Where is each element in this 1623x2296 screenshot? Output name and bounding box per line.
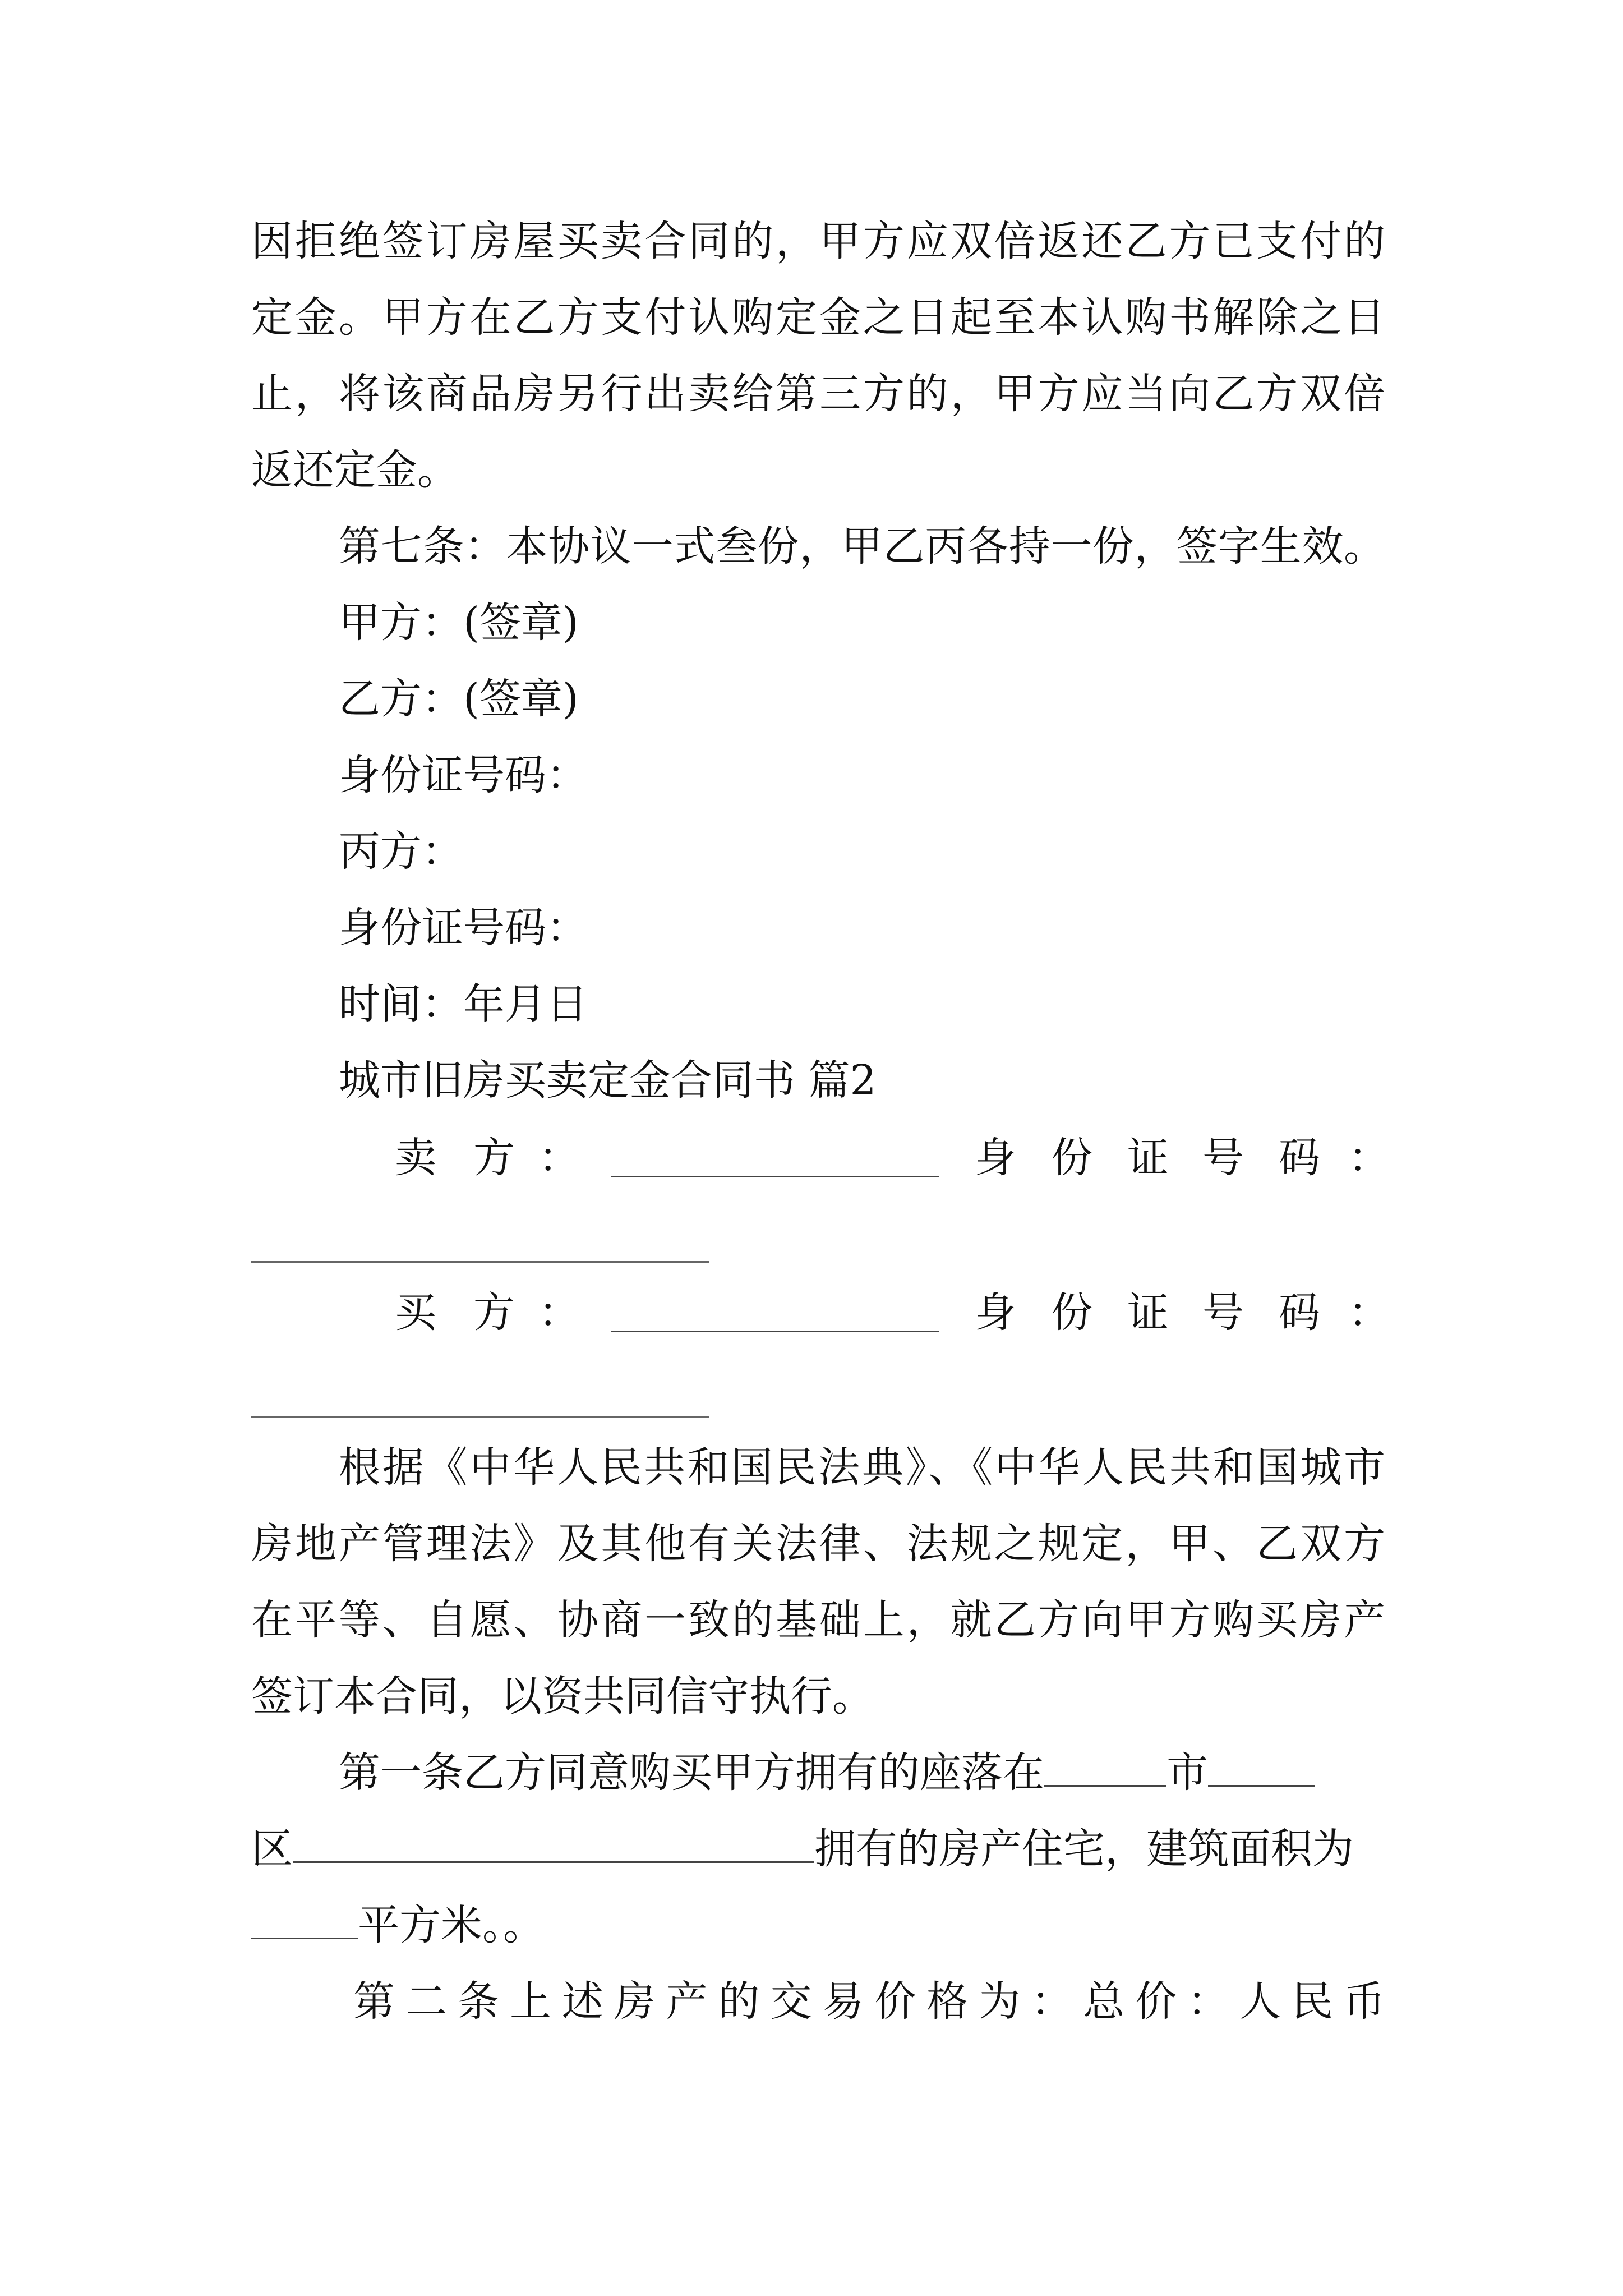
preamble-line: 签订本合同，以资共同信守执行。 (251, 1672, 874, 1720)
buyer-label-char: 买 (395, 1289, 436, 1337)
buyer-row (395, 1285, 1393, 1341)
seller-name-blank (611, 1142, 939, 1177)
buyer-id-blank (251, 1416, 709, 1418)
article-1-line-3 (251, 1897, 1390, 1953)
paragraph-line: 因拒绝签订房屋买卖合同的，甲方应双倍返还乙方已支付的 (251, 217, 1385, 265)
seller-row (395, 1130, 1393, 1186)
paragraph-line: 返还定金。 (251, 446, 459, 494)
area-blank (251, 1904, 358, 1939)
district-blank-start (1208, 1751, 1315, 1787)
seller-id-char: 证 (1127, 1134, 1169, 1182)
preamble-line: 在平等、自愿、协商一致的基础上，就乙方向甲方购买房产 (251, 1596, 1385, 1644)
seller-id-char: 份 (1051, 1134, 1092, 1182)
id-number-label: 身份证号码： (339, 751, 588, 799)
paragraph-line: 定金。甲方在乙方支付认购定金之日起至本认购书解除之日 (251, 293, 1385, 342)
date-line: 时间：年月日 (339, 980, 588, 1028)
article-1-line-2 (251, 1821, 1390, 1877)
party-a-signature: 甲方：(签章) (339, 599, 579, 647)
article-7: 第七条：本协议一式叁份，甲乙丙各持一份，签字生效。 (339, 522, 1385, 570)
party-c-label: 丙方： (339, 827, 463, 876)
paragraph-line: 止，将该商品房另行出卖给第三方的，甲方应当向乙方双倍 (251, 370, 1385, 418)
buyer-id-char: 号 (1202, 1289, 1244, 1337)
buyer-id-char: 证 (1127, 1289, 1169, 1337)
seller-label-char: 卖 (395, 1134, 436, 1182)
preamble-line: 根据《中华人民共和国民法典》、《中华人民共和国城市 (339, 1443, 1385, 1492)
city-blank (1044, 1751, 1166, 1787)
id-number-label: 身份证号码： (339, 904, 588, 952)
buyer-label-char: 方 (473, 1289, 515, 1337)
seller-id-char: 号 (1202, 1134, 1244, 1182)
article-1-text: 拥有的房产住宅，建筑面积为 (814, 1825, 1354, 1873)
buyer-id-char: 份 (1051, 1289, 1092, 1337)
section-title: 城市旧房买卖定金合同书 篇2 (339, 1056, 877, 1105)
seller-label-char: 方 (473, 1134, 515, 1182)
article-1-text: 区 (251, 1825, 293, 1873)
address-blank (293, 1828, 814, 1863)
seller-label-char: ： (538, 1134, 580, 1182)
article-1-text: 第一条乙方同意购买甲方拥有的座落在 (339, 1749, 1044, 1797)
seller-id-char: ： (1348, 1134, 1390, 1182)
buyer-id-char: 码 (1279, 1289, 1320, 1337)
buyer-label-char: ： (538, 1289, 580, 1337)
buyer-id-char: 身 (975, 1289, 1016, 1337)
buyer-id-char: ： (1348, 1289, 1390, 1337)
seller-id-blank (251, 1261, 709, 1263)
buyer-name-blank (611, 1297, 939, 1332)
article-1-line-1 (339, 1745, 1387, 1801)
article-1-text: 市 (1166, 1749, 1208, 1797)
party-b-signature: 乙方：(签章) (339, 675, 579, 723)
seller-id-char: 码 (1279, 1134, 1320, 1182)
preamble-line: 房地产管理法》及其他有关法律、法规之规定，甲、乙双方 (251, 1520, 1385, 1568)
article-1-text: 平方米。。 (358, 1901, 545, 1949)
article-2: 第二条上述房产的交易价格为：总价：人民币 (353, 1977, 1385, 2026)
seller-id-char: 身 (975, 1134, 1016, 1182)
